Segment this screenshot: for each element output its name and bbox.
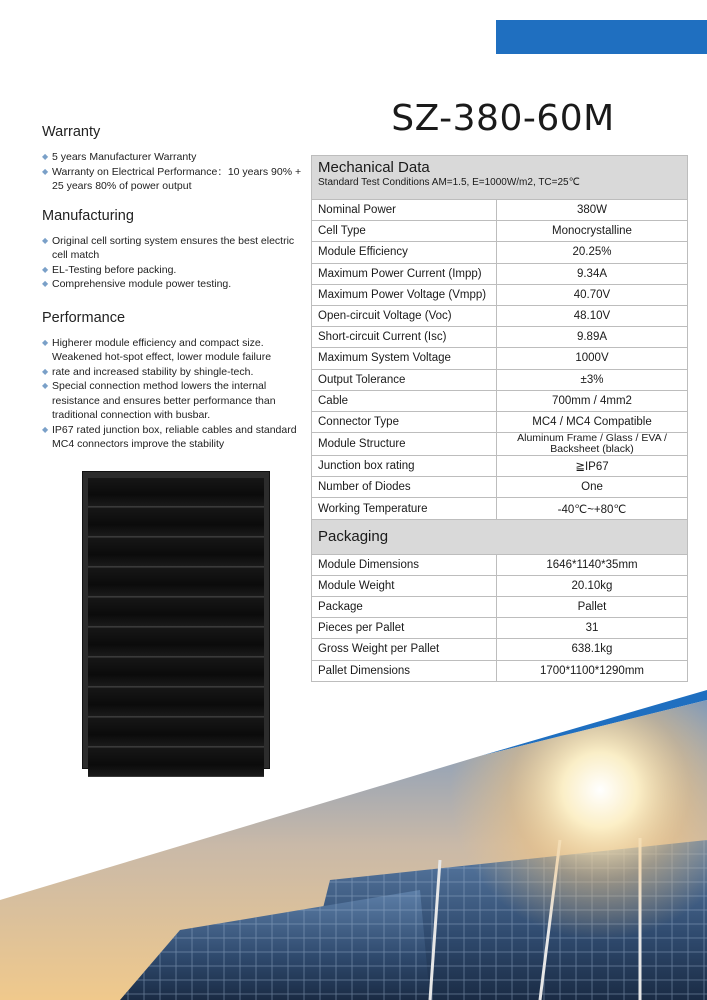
table-row: Number of Diodes One	[312, 477, 688, 498]
header-accent-bar	[496, 20, 707, 54]
table-row: Short-circuit Current (Isc) 9.89A	[312, 327, 688, 348]
table-row: Working Temperature -40℃~+80℃	[312, 498, 688, 519]
table-row: Gross Weight per Pallet 638.1kg	[312, 639, 688, 660]
table-row: Maximum Power Current (Impp) 9.34A	[312, 263, 688, 284]
packaging-title: Packaging	[312, 519, 688, 554]
warranty-heading: Warranty	[42, 124, 101, 140]
mechanical-title: Mechanical Data	[318, 159, 430, 176]
table-row: Cable 700mm / 4mm2	[312, 390, 688, 411]
manufacturing-heading: Manufacturing	[42, 207, 134, 224]
manufacturing-list	[40, 234, 302, 292]
table-row: Connector Type MC4 / MC4 Compatible	[312, 411, 688, 432]
bullet-icon: ◆	[42, 279, 49, 288]
table-row: Module Structure Aluminum Frame / Glass / EVA / Backsheet (black)	[312, 433, 688, 456]
table-row: Output Tolerance ±3%	[312, 369, 688, 390]
table-row: Maximum System Voltage 1000V	[312, 348, 688, 369]
table-row: Nominal Power 380W	[312, 200, 688, 221]
table-row: Pallet Dimensions 1700*1100*1290mm	[312, 660, 688, 681]
table-row: Pieces per Pallet 31	[312, 618, 688, 639]
list-item: ◆ 5 years Manufacturer Warranty	[42, 151, 197, 163]
solar-panel-image	[82, 471, 270, 769]
warranty-list	[40, 150, 302, 194]
mechanical-header	[312, 156, 688, 200]
table-row: Module Efficiency 20.25%	[312, 242, 688, 263]
list-item: ◆ Original cell sorting system ensures the best electric cell match	[42, 234, 295, 261]
bullet-icon: ◆	[42, 166, 49, 176]
bullet-icon: ◆	[42, 381, 49, 390]
mechanical-subtitle: Standard Test Conditions AM=1.5, E=1000W/m2, TC=25℃	[318, 177, 580, 188]
table-row: Maximum Power Voltage (Vmpp) 40.70V	[312, 284, 688, 305]
list-item: ◆ EL-Testing before packing.	[42, 263, 177, 276]
spec-table	[311, 155, 688, 682]
list-item: ◆ Higherer module efficiency and compact size. Weakened hot-spot effect, lower module failure	[42, 336, 272, 363]
table-row: Cell Type Monocrystalline	[312, 221, 688, 242]
bullet-icon: ◆	[42, 424, 49, 434]
bullet-icon: ◆	[42, 152, 49, 161]
list-item: ◆ IP67 rated junction box, reliable cables and standard MC4 connectors improve the stability	[42, 423, 297, 450]
bullet-icon: ◆	[42, 337, 49, 347]
packaging-header	[312, 519, 688, 554]
performance-list	[40, 336, 302, 452]
bullet-icon: ◆	[42, 366, 49, 376]
table-row: Package Pallet	[312, 597, 688, 618]
performance-heading: Performance	[42, 309, 126, 326]
list-item: ◆ rate and increased stability by shingle-tech.	[42, 365, 254, 378]
bullet-icon: ◆	[42, 264, 49, 274]
bullet-icon: ◆	[42, 235, 49, 245]
model-title: SZ-380-60M	[391, 98, 615, 139]
list-item: ◆ Comprehensive module power testing.	[42, 278, 232, 290]
table-row: Junction box rating ≧IP67	[312, 456, 688, 477]
table-row: Module Weight 20.10kg	[312, 575, 688, 596]
table-row: Module Dimensions 1646*1140*35mm	[312, 554, 688, 575]
list-item: ◆ Warranty on Electrical Performance：10 years 90% + 25 years 80% of power output	[42, 165, 302, 192]
list-item: ◆ Special connection method lowers the internal resistance and ensures better performance than traditional connection with busbar.	[42, 380, 276, 421]
features-column	[40, 124, 302, 462]
table-row: Open-circuit Voltage (Voc) 48.10V	[312, 305, 688, 326]
